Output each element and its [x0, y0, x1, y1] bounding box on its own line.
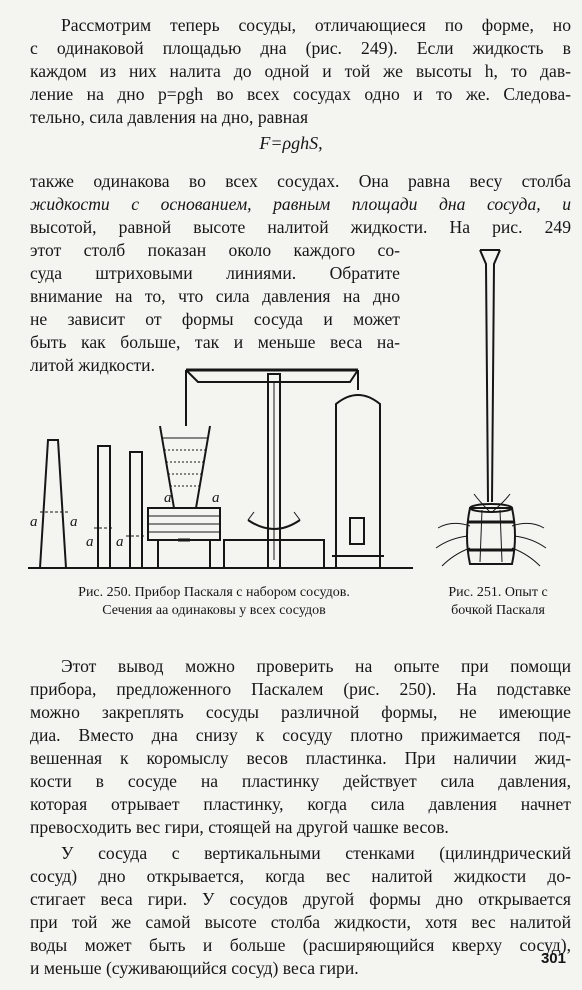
- text-line: воды может быть и больше (расширяющийся кверху сосуд),: [30, 935, 571, 955]
- text-line: прибора, предложенного Паскалем (рис. 250). На подставке: [30, 679, 571, 699]
- text-line: высотой, равной высоте налитой жидкости. На рис. 249: [30, 217, 571, 237]
- text-line: Этот вывод можно проверить на опыте при помощи: [61, 656, 571, 676]
- text-line: с одинаковой площадью дна (рис. 249). Если жидкость в: [30, 38, 571, 58]
- weight-cage: [336, 395, 380, 568]
- text-line: тельно, сила давления на дно, равная: [30, 107, 309, 127]
- text-line: можно закреплять сосуды различной формы, не имеющие: [30, 702, 571, 722]
- section-label: a: [86, 534, 94, 550]
- text-line: вешенная к коромыслу весов пластинка. При наличии жид-: [30, 748, 571, 768]
- text-line: быть как больше, так и меньше веса на-: [30, 332, 400, 352]
- section-label: a: [164, 490, 172, 506]
- text-line: сосуд) дно открывается, когда вес налитой жидкости до-: [30, 866, 571, 886]
- narrow-vessel: [40, 440, 66, 568]
- figure-251-caption-line-2: бочкой Паскаля: [451, 603, 545, 618]
- text-line: не зависит от формы сосуда и может: [30, 309, 400, 329]
- weight: [350, 518, 364, 544]
- text-line: ление на дно p=ρgh во всех сосудах одно и то же. Следова-: [30, 84, 571, 104]
- text-line: этот столб показан около каждого со-: [30, 240, 400, 260]
- text-line: каждом из них налита до одной и той же высоты h, то дав-: [30, 61, 571, 81]
- figure-251-pascal-barrel: [430, 236, 570, 576]
- text-line: диа. Вместо дна снизу к сосуду плотно прижимается под-: [30, 725, 571, 745]
- text-line: Рассмотрим теперь сосуды, отличающиеся по форме, но: [61, 15, 571, 35]
- text-line: при той же самой высоте столба жидкости, хотя вес налитой: [30, 912, 571, 932]
- text-line: У сосуда с вертикальными стенками (цилиндрический: [61, 843, 571, 863]
- text-line: литой жидкости.: [30, 355, 155, 375]
- figure-250-caption-line-2: Сечения aa одинаковы у всех сосудов: [102, 603, 326, 618]
- text-line: которая отрывает пластинку, когда сила давления начнет: [30, 794, 571, 814]
- tall-tube: [480, 250, 500, 502]
- section-label: a: [212, 490, 220, 506]
- section-label: a: [70, 514, 78, 530]
- text-line: также одинакова во всех сосудах. Она равна весу столба: [30, 171, 571, 191]
- text-line: кости в сосуде на пластинку действует сила давления,: [30, 771, 571, 791]
- section-label: a: [30, 514, 38, 530]
- text-line: суда штриховыми линиями. Обратите: [30, 263, 400, 283]
- cylindrical-vessel-2: [130, 452, 142, 568]
- cylindrical-vessel: [98, 446, 110, 568]
- formula: F=ρghS,: [259, 133, 323, 153]
- text-line: внимание на то, что сила давления на дно: [30, 286, 400, 306]
- figure-250-caption-line-1: Рис. 250. Прибор Паскаля с набором сосудов.: [78, 585, 350, 600]
- text-line: жидкости с основанием, равным площади дна сосуда, и: [30, 194, 571, 214]
- text-line: превосходить вес гири, стоящей на другой чашке весов.: [30, 817, 449, 837]
- text-line: стигает веса гири. У сосудов другой формы дно открывается: [30, 889, 571, 909]
- section-label: a: [116, 534, 124, 550]
- page-number: 301: [540, 950, 566, 967]
- figure-250-pascal-apparatus: [28, 360, 418, 582]
- text-line: и меньше (суживающийся сосуд) веса гири.: [30, 958, 359, 978]
- barrel: [467, 508, 515, 564]
- figure-251-caption-line-1: Рис. 251. Опыт с: [448, 585, 548, 600]
